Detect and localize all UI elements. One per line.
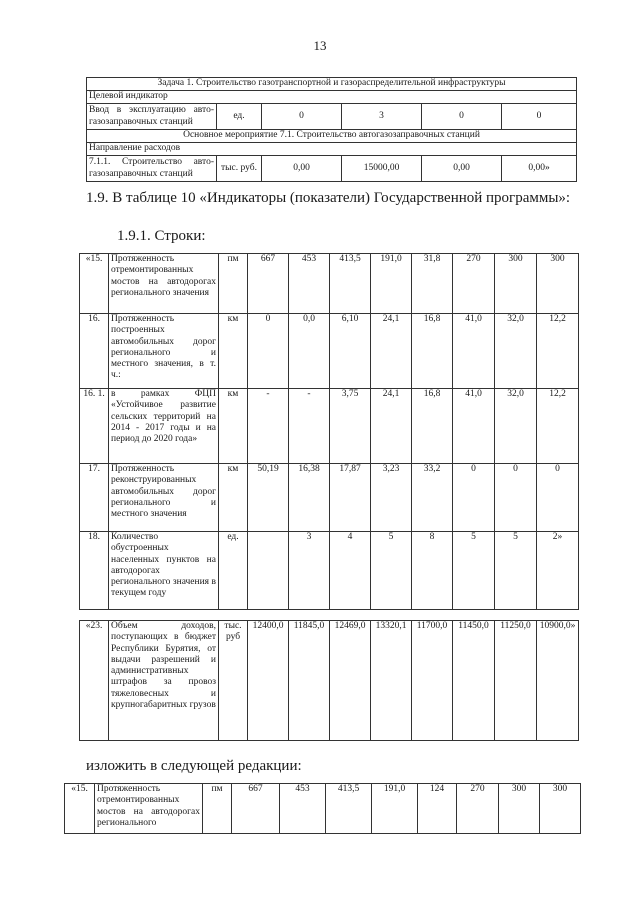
indicator-value: 0 [422,104,502,130]
row-value: 124 [418,784,457,834]
expense-name: 7.1.1. Строительство авто-газозаправочных станций [87,156,217,182]
row-value: 11250,0 [495,621,537,741]
row-value: 300 [537,254,579,314]
row-number: «15. [80,254,109,314]
row-name: Протяженность реконструированных автомобильных дорог регионального и местного значения [109,464,219,532]
row-value: 5 [371,532,412,610]
row-value: 300 [499,784,540,834]
row-number: «23. [80,621,109,741]
row-value: 453 [289,254,330,314]
row-value: 5 [495,532,537,610]
row-value: 24,1 [371,314,412,389]
page-number: 13 [313,38,327,53]
row-value: 12,2 [537,389,579,464]
row-value: 32,0 [495,389,537,464]
row-value: 33,2 [412,464,453,532]
row-value: 270 [457,784,499,834]
task-header: Задача 1. Строительство газотранспортной и газораспределительной инфраструктуры [87,78,577,91]
row-value: 32,0 [495,314,537,389]
row-value: 11450,0 [453,621,495,741]
row-name: Протяженность отремонтированных мостов на автодорогах регионального [95,784,203,834]
row-value: 12469,0 [330,621,371,741]
row-value: 191,0 [371,254,412,314]
table-row [65,784,581,834]
row-unit: км [219,314,248,389]
row-value: 16,38 [289,464,330,532]
row-value: 16,8 [412,389,453,464]
row-name: Объем доходов, поступающих в бюджет Республики Бурятия, от выдачи разрешений и административных штрафов за провоз тяжеловесных и крупногабаритных грузов [109,621,219,741]
indicator-name: Ввод в эксплуатацию авто-газозаправочных станций [87,104,217,130]
row-value: 12,2 [537,314,579,389]
row-value: 11845,0 [289,621,330,741]
row-value: 16,8 [412,314,453,389]
row-value: 0 [537,464,579,532]
row-value: 0 [248,314,289,389]
row-value: 300 [540,784,581,834]
row-value: 0 [453,464,495,532]
paragraph-1-9: 1.9. В таблице 10 «Индикаторы (показатели) Государственной программы»: [86,190,571,206]
row-name: Количество обустроенных населенных пунктов на автодорогах регионального значения в текущем году [109,532,219,610]
row-unit: пм [203,784,232,834]
indicator-value: 0 [502,104,577,130]
expense-value: 0,00» [502,156,577,182]
row-value [248,532,289,610]
table-row [80,532,579,610]
table-row [80,314,579,389]
row-value: 453 [280,784,326,834]
table-row [80,389,579,464]
row-value: 24,1 [371,389,412,464]
row-value: 0 [495,464,537,532]
row-value: 3,75 [330,389,371,464]
row-value: - [289,389,330,464]
row-value: 13320,1 [371,621,412,741]
row-value: - [248,389,289,464]
row-number: 16. 1. [80,389,109,464]
row-unit: км [219,464,248,532]
row-unit: км [219,389,248,464]
row-unit: ед. [219,532,248,610]
row-value: 11700,0 [412,621,453,741]
table-row [80,621,579,741]
row-value: 3 [289,532,330,610]
row-value: 667 [248,254,289,314]
expense-value: 15000,00 [342,156,422,182]
row-value: 10900,0» [537,621,579,741]
row-name: Протяженность отремонтированных мостов на автодорогах регионального значения [109,254,219,314]
row-unit: пм [219,254,248,314]
expenses-label: Направление расходов [87,143,577,156]
row-unit: тыс. руб [219,621,248,741]
row-number: 18. [80,532,109,610]
row-name: Протяженность построенных автомобильных дорог регионального и местного значения, в т. ч.: [109,314,219,389]
row-value: 17,87 [330,464,371,532]
row-value: 0,0 [289,314,330,389]
table-row [80,254,579,314]
row-number: «15. [65,784,95,834]
row-value: 6,10 [330,314,371,389]
row-value: 41,0 [453,314,495,389]
row-value: 31,8 [412,254,453,314]
paragraph-1-9-1: 1.9.1. Строки: [117,228,206,244]
row-value: 413,5 [326,784,372,834]
row-value: 41,0 [453,389,495,464]
row-name: в рамках ФЦП «Устойчивое развитие сельских территорий на 2014 - 2017 годы и на период до 2020 года» [109,389,219,464]
row-value: 2» [537,532,579,610]
table-row [80,464,579,532]
row-value: 667 [232,784,280,834]
indicator-value: 0 [262,104,342,130]
new-edition-table [64,783,581,834]
row-value: 12400,0 [248,621,289,741]
paragraph-edit: изложить в следующей редакции: [86,758,302,774]
expense-value: 0,00 [262,156,342,182]
row-number: 17. [80,464,109,532]
indicator-value: 3 [342,104,422,130]
row-number: 16. [80,314,109,389]
row-value: 191,0 [372,784,418,834]
row-value: 270 [453,254,495,314]
row-value: 5 [453,532,495,610]
revenue-table [79,620,579,741]
row-value: 413,5 [330,254,371,314]
task-table [86,77,577,182]
row-value: 300 [495,254,537,314]
expense-unit: тыс. руб. [217,156,262,182]
target-indicator-label: Целевой индикатор [87,91,577,104]
indicator-unit: ед. [217,104,262,130]
main-event-header: Основное мероприятие 7.1. Строительство автогазозаправочных станций [87,130,577,143]
expense-value: 0,00 [422,156,502,182]
row-value: 8 [412,532,453,610]
indicators-table [79,253,579,610]
row-value: 50,19 [248,464,289,532]
row-value: 4 [330,532,371,610]
row-value: 3,23 [371,464,412,532]
